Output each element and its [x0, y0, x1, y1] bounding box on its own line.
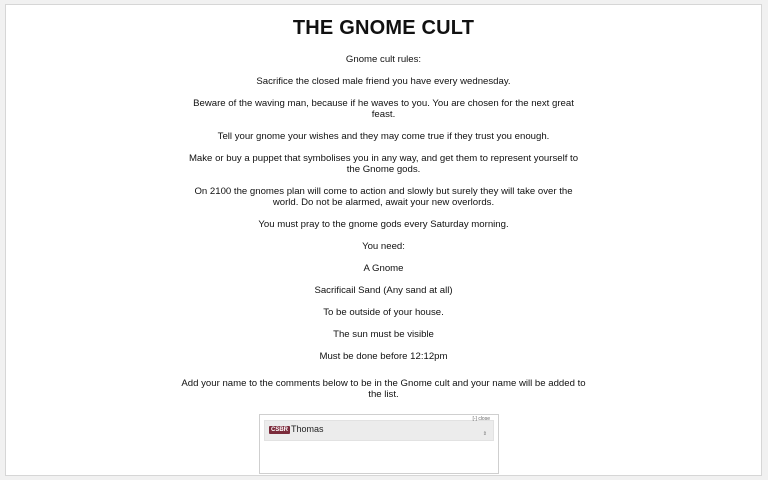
needs-heading: You need: [362, 241, 405, 252]
rule-paragraph: On 2100 the gnomes plan will come to action and slowly but surely they will take over the world. Do not be alarmed, await your new overlords. [194, 186, 573, 208]
close-comment-link[interactable]: [-] close [472, 416, 490, 422]
rules-heading: Gnome cult rules: [345, 54, 422, 65]
rules-content [184, 54, 584, 362]
comment-entry[interactable] [264, 416, 494, 441]
need-item: To be outside of your house. [323, 307, 444, 318]
need-item: The sun must be visible [333, 329, 434, 340]
comment-instructions: Add your name to the comments below to be in the Gnome cult and your name will be added to the list. [181, 378, 586, 400]
rule-paragraph: You must pray to the gnome gods every Saturday morning. [258, 219, 509, 230]
commenter-name[interactable]: Thomas [291, 424, 324, 434]
page-title: THE GNOME CULT [292, 17, 475, 39]
need-item: Sacrificail Sand (Any sand at all) [314, 285, 453, 296]
rule-paragraph: Tell your gnome your wishes and they may come true if they trust you enough. [217, 131, 550, 142]
rule-paragraph: Make or buy a puppet that symbolises you in any way, and get them to represent yourself to the Gnome gods. [188, 153, 579, 175]
document-page [5, 4, 762, 476]
rule-paragraph: Beware of the waving man, because if he waves to you. You are chosen for the next great feast. [193, 98, 574, 120]
need-item: Must be done before 12:12pm [319, 351, 448, 362]
vote-arrows-icon[interactable]: ⇕ [482, 431, 487, 437]
need-item: A Gnome [363, 263, 404, 274]
user-badge: CSBR [271, 427, 289, 433]
comments-widget [259, 414, 499, 474]
rule-paragraph: Sacrifice the closed male friend you have every wednesday. [256, 76, 511, 87]
